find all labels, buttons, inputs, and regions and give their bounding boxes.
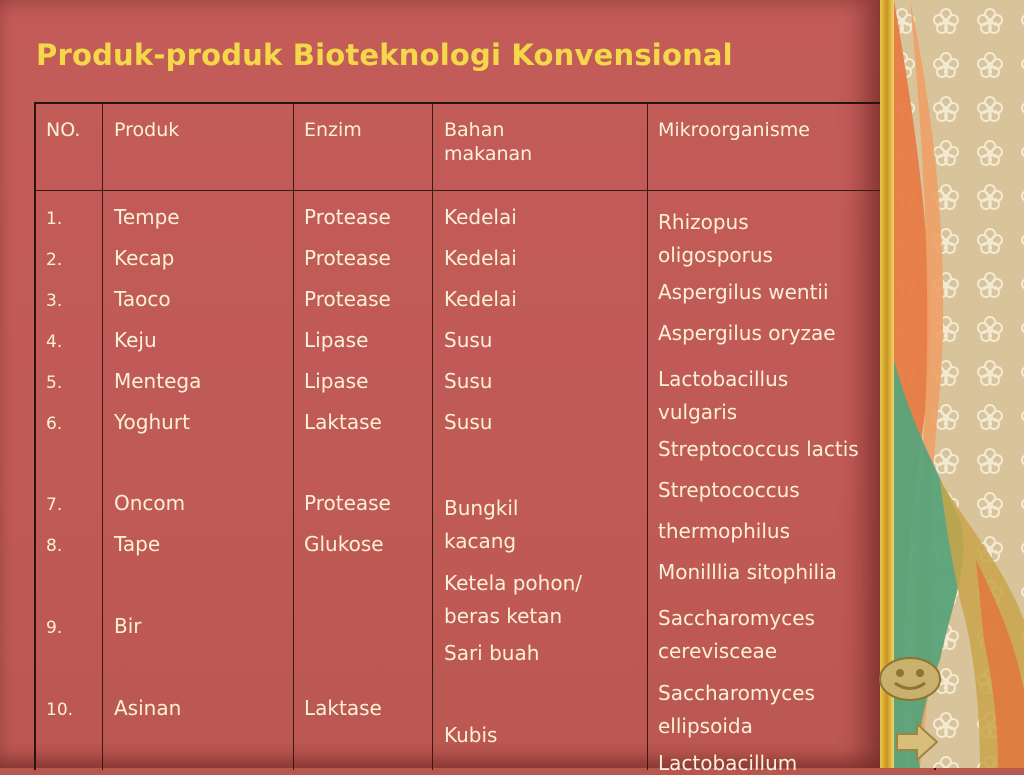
produk-cell: Tape	[114, 532, 161, 556]
enzim-cell: Lipase	[304, 328, 369, 352]
enzim-cell: Laktase	[304, 696, 382, 720]
produk-cell: Oncom	[114, 491, 186, 515]
enzim-cell: Protease	[304, 205, 391, 229]
row-number: 3.	[46, 291, 63, 311]
produk-cell: Mentega	[114, 369, 202, 393]
mikro-cell: Aspergilus oryzae	[658, 321, 836, 345]
bahan-cell: Susu	[444, 410, 493, 434]
arrow-right-icon[interactable]	[895, 722, 939, 762]
enzim-cell: Glukose	[304, 532, 384, 556]
enzim-cell: Protease	[304, 287, 391, 311]
mikro-cell: Rhizopus oligosporus	[658, 210, 773, 267]
row-number: 7.	[46, 495, 63, 515]
header-mikroorganisme: Mikroorganisme	[658, 119, 810, 141]
decorative-side-panel	[880, 0, 1024, 768]
row-number: 1.	[46, 209, 63, 229]
mikro-cell: Saccharomyces cerevisceae	[658, 606, 815, 663]
mikro-cell: Monilllia sitophilia	[658, 560, 837, 584]
bahan-cell: Sari buah	[444, 641, 540, 665]
row-number: 5.	[46, 373, 63, 393]
bahan-cell: Susu	[444, 328, 493, 352]
mikro-cell: Streptococcus lactis	[658, 437, 859, 461]
mikro-cell: thermophilus	[658, 519, 790, 543]
product-table	[34, 102, 936, 775]
bahan-cell: Kedelai	[444, 246, 517, 270]
flower-pattern-decoration	[880, 0, 1024, 768]
produk-cell: Bir	[114, 614, 142, 638]
produk-cell: Tempe	[114, 205, 180, 229]
bahan-cell: Ketela pohon/ beras ketan	[444, 571, 582, 628]
row-number: 8.	[46, 536, 63, 556]
row-number: 6.	[46, 414, 63, 434]
header-bahan-makanan: Bahan makanan	[444, 119, 533, 165]
mikro-cell: Saccharomyces ellipsoida	[658, 681, 815, 738]
produk-cell: Asinan	[114, 696, 182, 720]
row-number: 9.	[46, 618, 63, 638]
row-number: 10.	[46, 700, 74, 720]
smiley-face-icon	[878, 656, 942, 702]
header-divider	[36, 190, 934, 191]
slide-title: Produk-produk Bioteknologi Konvensional	[36, 38, 733, 72]
produk-cell: Taoco	[114, 287, 171, 311]
bahan-cell: Susu	[444, 369, 493, 393]
bahan-cell: Bungkil kacang	[444, 496, 519, 553]
row-number: 2.	[46, 250, 63, 270]
row-number: 4.	[46, 332, 63, 352]
enzim-cell: Laktase	[304, 410, 382, 434]
mikro-cell: Lactobacillus vulgaris	[658, 367, 789, 424]
mikro-cell: Streptococcus	[658, 478, 800, 502]
header-no: NO.	[46, 119, 81, 141]
header-produk: Produk	[114, 119, 180, 141]
mikro-cell: Lactobacillum	[658, 751, 798, 775]
enzim-cell: Lipase	[304, 369, 369, 393]
mikro-cell: Aspergilus wentii	[658, 280, 829, 304]
produk-cell: Kecap	[114, 246, 175, 270]
enzim-cell: Protease	[304, 246, 391, 270]
bahan-cell: Kubis	[444, 723, 498, 747]
header-enzim: Enzim	[304, 119, 362, 141]
bahan-cell: Kedelai	[444, 205, 517, 229]
produk-cell: Keju	[114, 328, 157, 352]
produk-cell: Yoghurt	[114, 410, 190, 434]
bahan-cell: Kedelai	[444, 287, 517, 311]
enzim-cell: Protease	[304, 491, 391, 515]
